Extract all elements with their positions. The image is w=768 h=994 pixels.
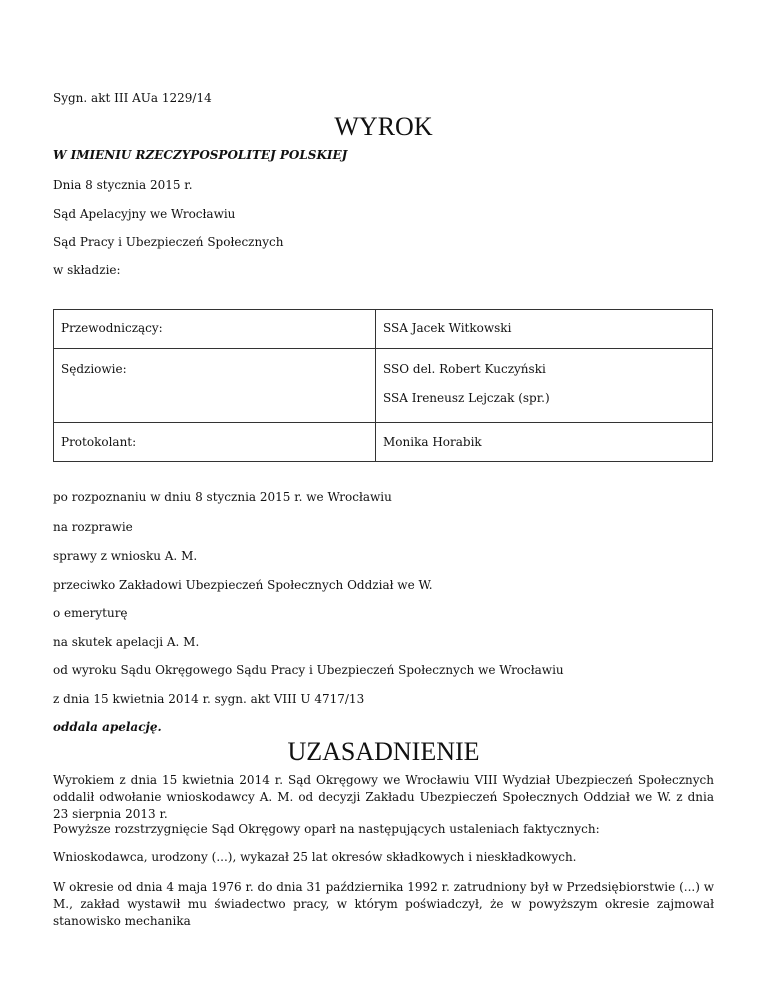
table-cell [54, 423, 376, 462]
composition-table [53, 309, 713, 462]
justification-title: UZASADNIENIE [287, 737, 480, 766]
verdict: oddala apelację. [53, 720, 162, 734]
document-subtitle: W IMIENIU RZECZYPOSPOLITEJ POLSKIEJ [53, 148, 348, 162]
proceedings-line: sprawy z wniosku A. M. [53, 549, 198, 563]
proceedings-line: z dnia 15 kwietnia 2014 r. sygn. akt VIII U 4717/13 [53, 692, 365, 706]
justification-paragraph: Wnioskodawca, urodzony (...), wykazał 25 lat okresów składkowych i nieskładkowych. [53, 850, 577, 864]
document-title: WYROK [334, 112, 433, 141]
court-division: Sąd Pracy i Ubezpieczeń Społecznych [53, 235, 284, 249]
judgment-date: Dnia 8 stycznia 2015 r. [53, 178, 193, 192]
table-row [54, 310, 713, 349]
proceedings-line: o emeryturę [53, 606, 128, 620]
judge-name: SSA Ireneusz Lejczak (spr.) [383, 391, 550, 405]
table-cell [376, 423, 713, 462]
clerk-value: Monika Horabik [383, 435, 482, 449]
table-cell [54, 349, 376, 423]
proceedings-line: po rozpoznaniu w dniu 8 stycznia 2015 r. we Wrocławiu [53, 490, 392, 504]
proceedings-line: przeciwko Zakładowi Ubezpieczeń Społecznych Oddział we W. [53, 578, 433, 592]
table-row [54, 349, 713, 423]
justification-paragraph: Powyższe rozstrzygnięcie Sąd Okręgowy oparł na następujących ustaleniach faktycznych: [53, 822, 600, 836]
court-name: Sąd Apelacyjny we Wrocławiu [53, 207, 236, 221]
table-cell [54, 310, 376, 349]
justification-paragraph: Wyrokiem z dnia 15 kwietnia 2014 r. Sąd Okręgowy we Wrocławiu VIII Wydział Ubezpieczeń Społecznych oddalił odwołanie wnioskodawcy A. M. od decyzji Zakładu Ubezpieczeń Społecznych Oddział we W. z dnia 23 sierpnia 2013 r. [53, 773, 714, 821]
case-signature: Sygn. akt III AUa 1229/14 [53, 91, 212, 105]
justification-paragraph: W okresie od dnia 4 maja 1976 r. do dnia 31 października 1992 r. zatrudniony był w Przedsiębiorstwie (...) w M., zakład wystawił mu świadectwo pracy, w którym poświadczył, że w powyższym okresie zajmował stanowisko mechanika [53, 880, 714, 928]
composition-intro: w składzie: [53, 263, 121, 277]
table-row [54, 423, 713, 462]
clerk-label: Protokolant: [61, 435, 137, 449]
judge-name: SSO del. Robert Kuczyński [383, 362, 546, 376]
presiding-value: SSA Jacek Witkowski [383, 321, 512, 335]
proceedings-line: od wyroku Sądu Okręgowego Sądu Pracy i Ubezpieczeń Społecznych we Wrocławiu [53, 663, 564, 677]
presiding-label: Przewodniczący: [61, 321, 163, 335]
table-cell [376, 349, 713, 423]
proceedings-line: na rozprawie [53, 520, 133, 534]
judges-label: Sędziowie: [61, 362, 127, 376]
table-cell [376, 310, 713, 349]
proceedings-line: na skutek apelacji A. M. [53, 635, 200, 649]
